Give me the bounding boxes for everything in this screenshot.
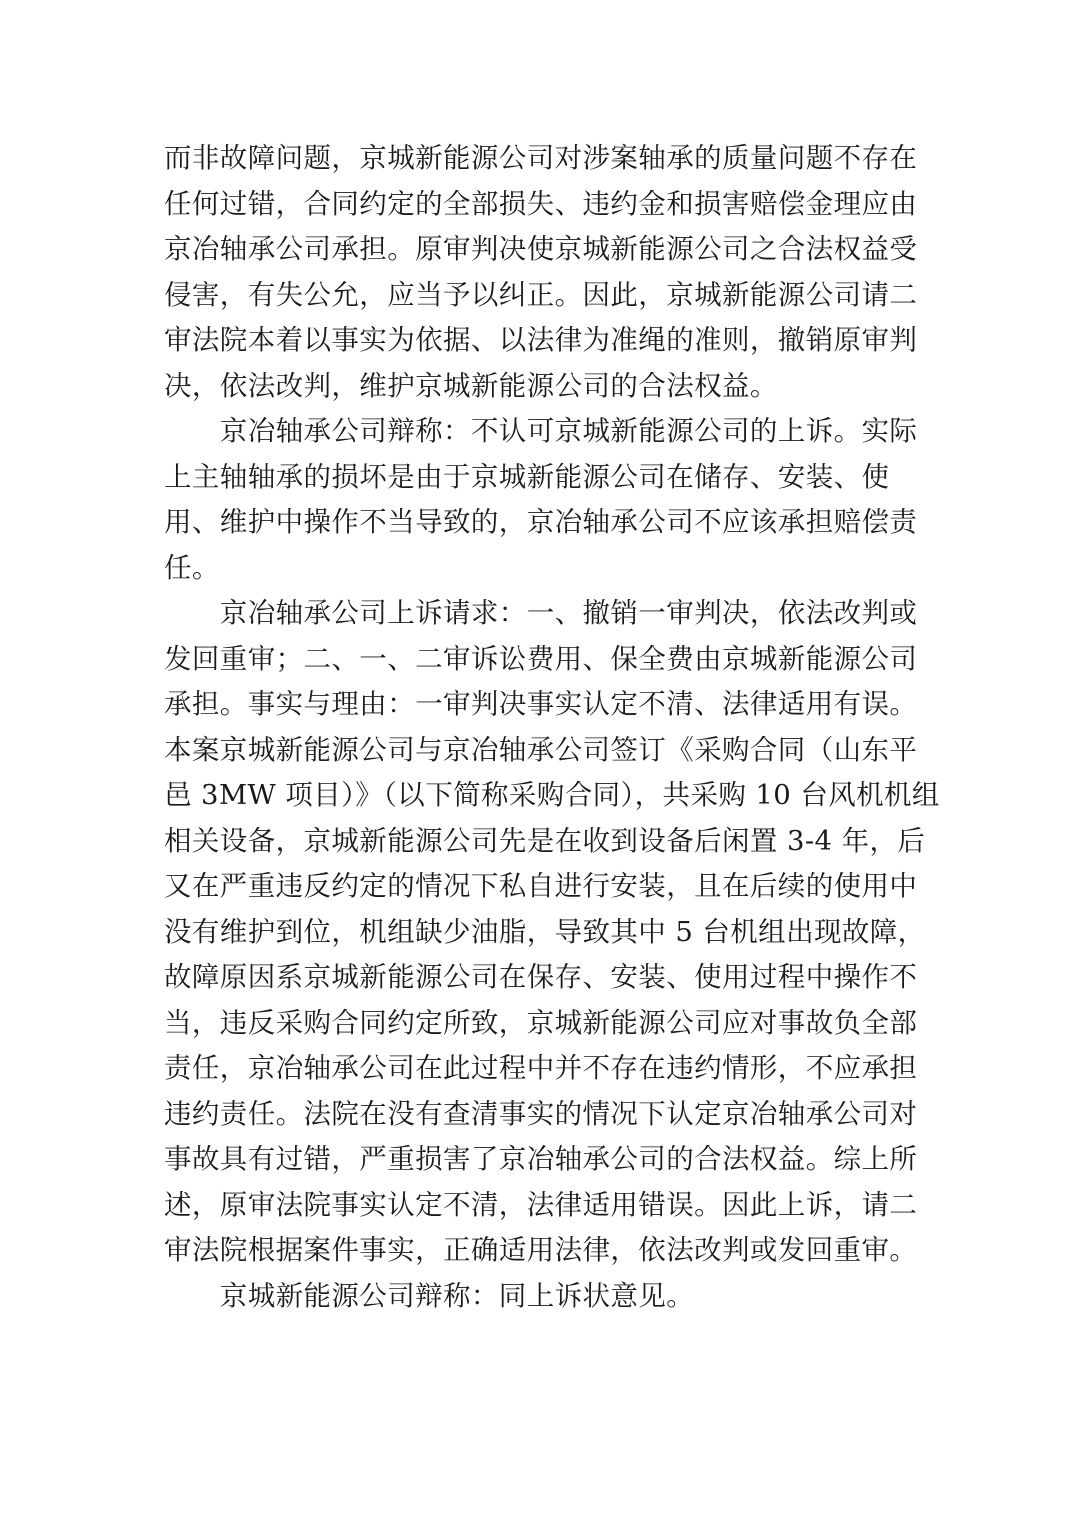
text-line: 承担。事实与理由：一审判决事实认定不清、法律适用有误。 <box>164 688 918 720</box>
text-line: 决，依法改判，维护京城新能源公司的合法权益。 <box>164 369 778 402</box>
text-line: 审法院本着以事实为依据、以法律为准绳的准则，撤销原审判 <box>164 324 918 356</box>
text-line: 违约责任。法院在没有查清事实的情况下认定京冶轴承公司对 <box>164 1097 918 1130</box>
text-line: 又在严重违反约定的情况下私自进行安装，且在后续的使用中 <box>164 870 918 902</box>
document-body <box>164 136 940 1319</box>
text-line: 侵害，有失公允，应当予以纠正。因此，京城新能源公司请二 <box>164 278 918 311</box>
text-line: 用、维护中操作不当导致的，京冶轴承公司不应该承担赔偿责 <box>164 506 918 538</box>
text-line: 发回重审；二、一、二审诉讼费用、保全费由京城新能源公司 <box>164 642 918 675</box>
text-line: 任。 <box>164 551 220 584</box>
text-line: 责任，京冶轴承公司在此过程中并不存在违约情形，不应承担 <box>164 1052 918 1084</box>
text-line: 故障原因系京城新能源公司在保存、安装、使用过程中操作不 <box>164 961 918 993</box>
paragraph-appeal-conclusion <box>164 136 918 409</box>
text-line: 没有维护到位，机组缺少油脂，导致其中 5 台机组出现故障， <box>164 915 926 948</box>
text-line: 而非故障问题，京城新能源公司对涉案轴承的质量问题不存在 <box>164 142 918 174</box>
text-line: 上主轴轴承的损坏是由于京城新能源公司在储存、安装、使 <box>164 460 890 493</box>
text-line: 当，违反采购合同约定所致，京城新能源公司应对事故负全部 <box>164 1006 918 1039</box>
text-line: 事故具有过错，严重损害了京冶轴承公司的合法权益。综上所 <box>164 1143 918 1175</box>
text-line: 京城新能源公司辩称：同上诉状意见。 <box>164 1279 695 1312</box>
paragraph-jingye-appeal <box>164 591 940 1274</box>
text-line: 相关设备，京城新能源公司先是在收到设备后闲置 3-4 年，后 <box>164 824 926 857</box>
text-line: 邑 3MW 项目）》（以下简称采购合同），共采购 10 台风机机组 <box>164 779 940 811</box>
text-line: 任何过错，合同约定的全部损失、违约金和损害赔偿金理应由 <box>164 187 918 220</box>
paragraph-jingye-defense <box>164 409 918 591</box>
text-line: 京冶轴承公司承担。原审判决使京城新能源公司之合法权益受 <box>164 233 918 265</box>
text-line: 京冶轴承公司上诉请求：一、撤销一审判决，依法改判或 <box>164 597 918 629</box>
text-line: 审法院根据案件事实，正确适用法律，依法改判或发回重审。 <box>164 1234 918 1266</box>
text-line: 京冶轴承公司辩称：不认可京城新能源公司的上诉。实际 <box>164 415 918 447</box>
paragraph-jingcheng-defense <box>164 1274 904 1320</box>
text-line: 本案京城新能源公司与京冶轴承公司签订《采购合同（山东平 <box>164 733 918 766</box>
text-line: 述，原审法院事实认定不清，法律适用错误。因此上诉，请二 <box>164 1188 918 1221</box>
